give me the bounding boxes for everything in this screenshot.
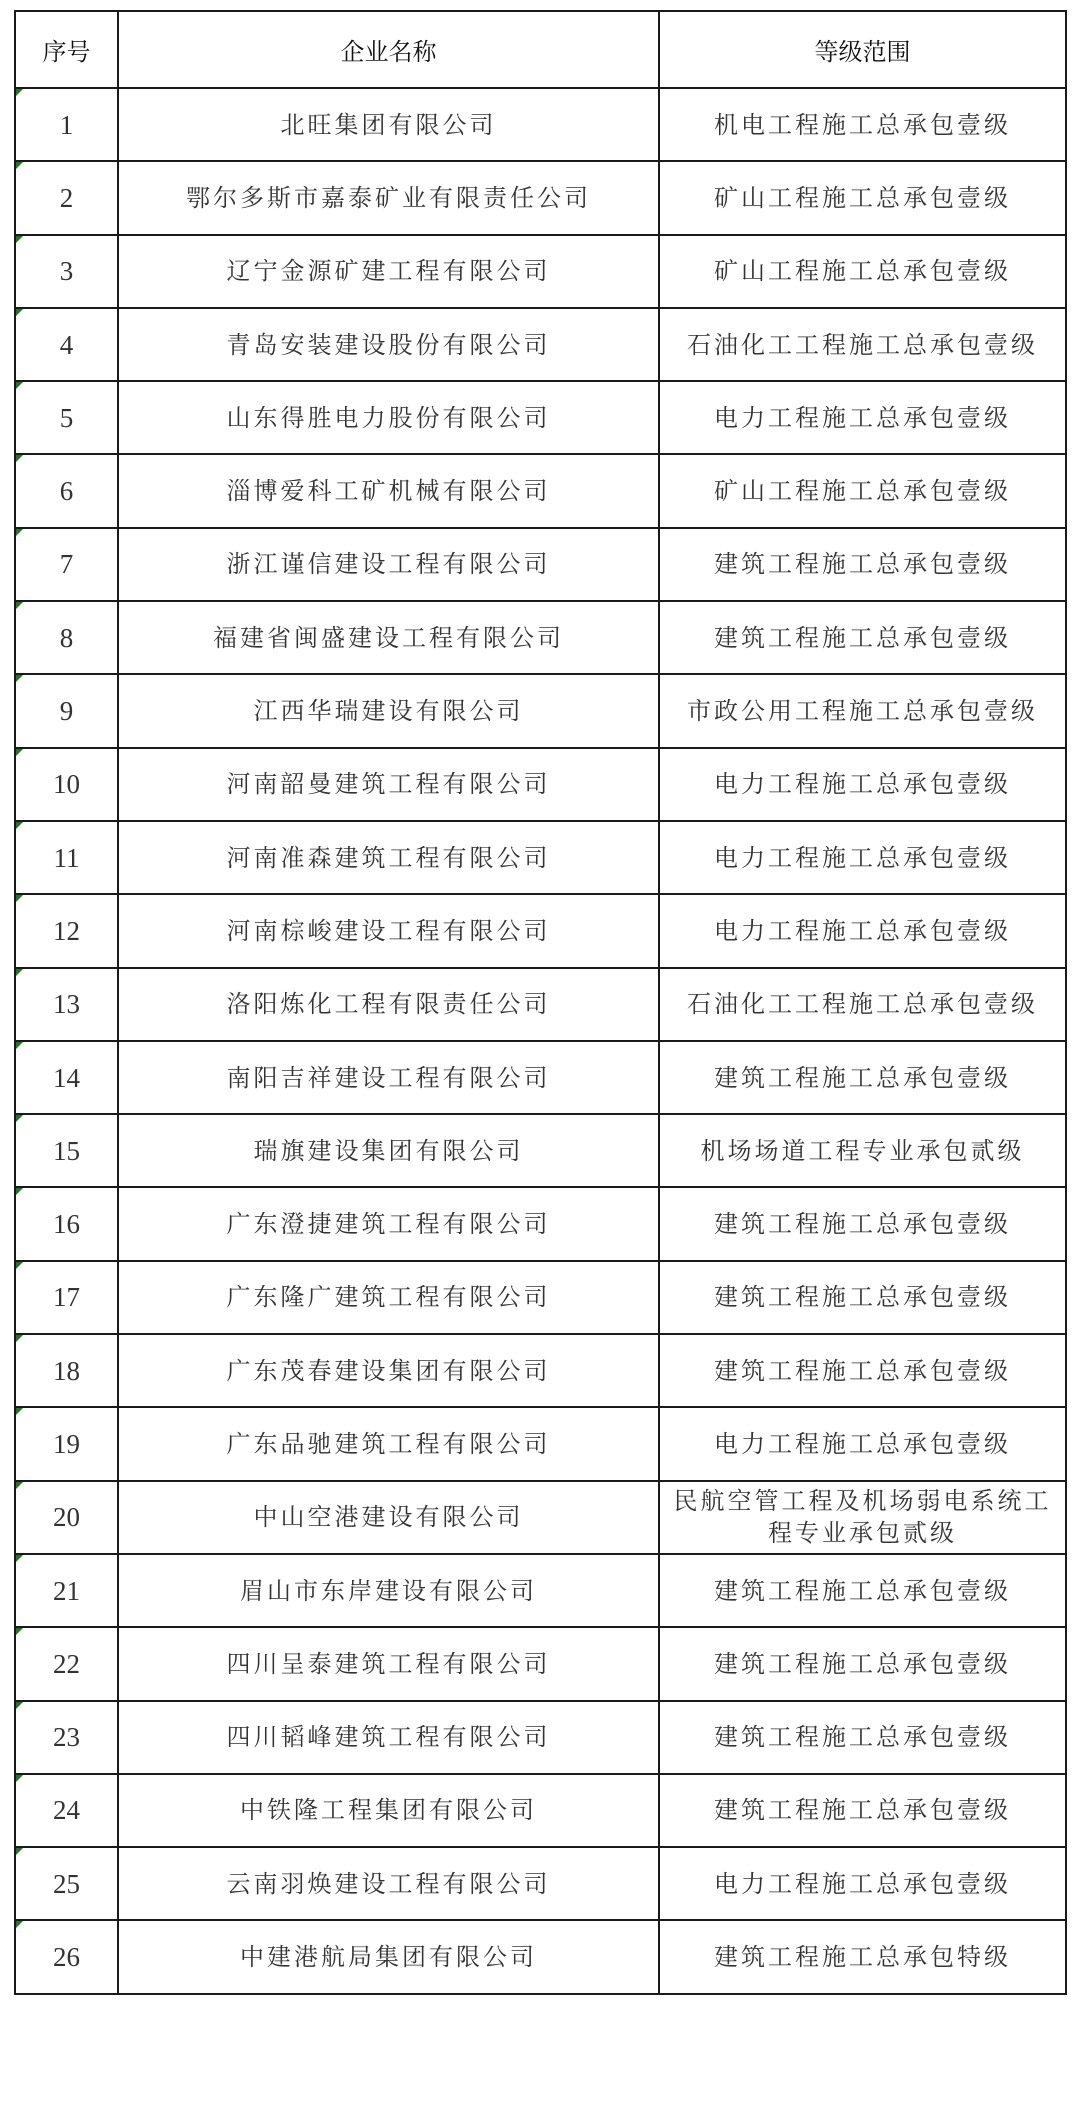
- row-index-cell: [15, 748, 118, 821]
- table-row: [15, 1407, 1066, 1480]
- row-index: 2: [59, 182, 74, 213]
- company-name-cell: 中铁隆工程集团有限公司: [118, 1774, 659, 1847]
- company-name-cell: 河南棕峻建设工程有限公司: [118, 894, 659, 967]
- row-index-cell: [15, 1334, 118, 1407]
- company-name-cell: 云南羽焕建设工程有限公司: [118, 1847, 659, 1920]
- row-index-cell: [15, 1261, 118, 1334]
- row-index: 11: [53, 842, 80, 873]
- grade-scope-cell: 电力工程施工总承包壹级: [659, 381, 1066, 454]
- row-index-cell: [15, 1920, 118, 1993]
- table-row: [15, 1261, 1066, 1334]
- cell-indicator-triangle-icon: [16, 1628, 23, 1635]
- company-name-cell: 洛阳炼化工程有限责任公司: [118, 968, 659, 1041]
- row-index-cell: [15, 454, 118, 527]
- table-row: [15, 1627, 1066, 1700]
- cell-indicator-triangle-icon: [16, 162, 23, 169]
- grade-scope-cell: 民航空管工程及机场弱电系统工程专业承包贰级: [659, 1481, 1066, 1554]
- cell-indicator-triangle-icon: [16, 1115, 23, 1122]
- company-name-cell: 福建省闽盛建设工程有限公司: [118, 601, 659, 674]
- grade-scope-cell: 建筑工程施工总承包壹级: [659, 1627, 1066, 1700]
- cell-indicator-triangle-icon: [16, 529, 23, 536]
- grade-scope-cell: 建筑工程施工总承包壹级: [659, 1187, 1066, 1260]
- row-index: 4: [59, 329, 74, 360]
- cell-indicator-triangle-icon: [16, 822, 23, 829]
- grade-scope-cell: 矿山工程施工总承包壹级: [659, 235, 1066, 308]
- company-name-cell: 中山空港建设有限公司: [118, 1481, 659, 1554]
- qualification-table: [14, 10, 1067, 1995]
- company-name-cell: 广东澄捷建筑工程有限公司: [118, 1187, 659, 1260]
- cell-indicator-triangle-icon: [16, 1408, 23, 1415]
- row-index: 13: [53, 989, 80, 1020]
- row-index-cell: [15, 161, 118, 234]
- cell-indicator-triangle-icon: [16, 1921, 23, 1928]
- row-index: 14: [53, 1062, 80, 1093]
- header-index: 序号: [15, 11, 118, 88]
- row-index: 8: [59, 622, 74, 653]
- table-row: [15, 454, 1066, 527]
- grade-scope-cell: 石油化工工程施工总承包壹级: [659, 968, 1066, 1041]
- row-index-cell: [15, 674, 118, 747]
- grade-scope-cell: 建筑工程施工总承包壹级: [659, 601, 1066, 674]
- row-index: 25: [53, 1868, 80, 1899]
- cell-indicator-triangle-icon: [16, 309, 23, 316]
- grade-scope-cell: 电力工程施工总承包壹级: [659, 1847, 1066, 1920]
- grade-scope-cell: 建筑工程施工总承包特级: [659, 1920, 1066, 1993]
- grade-scope-cell: 市政公用工程施工总承包壹级: [659, 674, 1066, 747]
- company-name-cell: 广东茂春建设集团有限公司: [118, 1334, 659, 1407]
- company-name-cell: 山东得胜电力股份有限公司: [118, 381, 659, 454]
- row-index-cell: [15, 1187, 118, 1260]
- cell-indicator-triangle-icon: [16, 602, 23, 609]
- row-index-cell: [15, 1627, 118, 1700]
- company-name-cell: 北旺集团有限公司: [118, 88, 659, 161]
- row-index: 7: [59, 549, 74, 580]
- row-index-cell: [15, 1481, 118, 1554]
- row-index-cell: [15, 528, 118, 601]
- table-body: [15, 88, 1066, 1994]
- row-index: 6: [59, 476, 74, 507]
- row-index: 10: [53, 769, 80, 800]
- cell-indicator-triangle-icon: [16, 1555, 23, 1562]
- row-index: 19: [53, 1428, 80, 1459]
- company-name-cell: 鄂尔多斯市嘉泰矿业有限责任公司: [118, 161, 659, 234]
- header-grade-scope: 等级范围: [659, 11, 1066, 88]
- table-row: [15, 1041, 1066, 1114]
- row-index: 5: [59, 402, 74, 433]
- row-index-cell: [15, 88, 118, 161]
- grade-scope-cell: 建筑工程施工总承包壹级: [659, 1334, 1066, 1407]
- grade-scope-cell: 矿山工程施工总承包壹级: [659, 161, 1066, 234]
- cell-indicator-triangle-icon: [16, 382, 23, 389]
- table-header-row: [15, 11, 1066, 88]
- table-row: [15, 601, 1066, 674]
- row-index-cell: [15, 894, 118, 967]
- row-index: 3: [59, 256, 74, 287]
- row-index: 17: [53, 1282, 80, 1313]
- grade-scope-cell: 电力工程施工总承包壹级: [659, 821, 1066, 894]
- table-row: [15, 88, 1066, 161]
- cell-indicator-triangle-icon: [16, 749, 23, 756]
- company-name-cell: 河南韶曼建筑工程有限公司: [118, 748, 659, 821]
- row-index: 20: [53, 1502, 80, 1533]
- cell-indicator-triangle-icon: [16, 1042, 23, 1049]
- company-name-cell: 四川韬峰建筑工程有限公司: [118, 1701, 659, 1774]
- grade-scope-cell: 机电工程施工总承包壹级: [659, 88, 1066, 161]
- row-index-cell: [15, 1847, 118, 1920]
- cell-indicator-triangle-icon: [16, 1702, 23, 1709]
- table-row: [15, 1847, 1066, 1920]
- cell-indicator-triangle-icon: [16, 1775, 23, 1782]
- grade-scope-cell: 建筑工程施工总承包壹级: [659, 1041, 1066, 1114]
- row-index-cell: [15, 1041, 118, 1114]
- row-index-cell: [15, 821, 118, 894]
- grade-scope-cell: 石油化工工程施工总承包壹级: [659, 308, 1066, 381]
- cell-indicator-triangle-icon: [16, 1482, 23, 1489]
- row-index-cell: [15, 968, 118, 1041]
- grade-scope-cell: 建筑工程施工总承包壹级: [659, 1554, 1066, 1627]
- row-index: 22: [53, 1648, 80, 1679]
- row-index-cell: [15, 1114, 118, 1187]
- grade-scope-cell: 电力工程施工总承包壹级: [659, 894, 1066, 967]
- grade-scope-cell: 电力工程施工总承包壹级: [659, 1407, 1066, 1480]
- cell-indicator-triangle-icon: [16, 236, 23, 243]
- company-name-cell: 瑞旗建设集团有限公司: [118, 1114, 659, 1187]
- company-name-cell: 广东隆广建筑工程有限公司: [118, 1261, 659, 1334]
- grade-scope-cell: 建筑工程施工总承包壹级: [659, 1774, 1066, 1847]
- row-index-cell: [15, 1701, 118, 1774]
- cell-indicator-triangle-icon: [16, 969, 23, 976]
- grade-scope-cell: 建筑工程施工总承包壹级: [659, 1261, 1066, 1334]
- table-row: [15, 1481, 1066, 1554]
- table-row: [15, 894, 1066, 967]
- table-row: [15, 1334, 1066, 1407]
- qualification-table-sheet: [14, 10, 1065, 1995]
- row-index-cell: [15, 381, 118, 454]
- cell-indicator-triangle-icon: [16, 675, 23, 682]
- row-index: 23: [53, 1722, 80, 1753]
- table-row: [15, 674, 1066, 747]
- row-index: 26: [53, 1942, 80, 1973]
- cell-indicator-triangle-icon: [16, 1188, 23, 1195]
- cell-indicator-triangle-icon: [16, 455, 23, 462]
- table-row: [15, 308, 1066, 381]
- company-name-cell: 眉山市东岸建设有限公司: [118, 1554, 659, 1627]
- row-index: 12: [53, 915, 80, 946]
- row-index: 16: [53, 1209, 80, 1240]
- table-row: [15, 1920, 1066, 1993]
- company-name-cell: 江西华瑞建设有限公司: [118, 674, 659, 747]
- grade-scope-cell: 电力工程施工总承包壹级: [659, 748, 1066, 821]
- grade-scope-cell: 机场场道工程专业承包贰级: [659, 1114, 1066, 1187]
- cell-indicator-triangle-icon: [16, 1848, 23, 1855]
- row-index: 9: [59, 696, 74, 727]
- table-row: [15, 1701, 1066, 1774]
- table-row: [15, 1187, 1066, 1260]
- company-name-cell: 淄博爱科工矿机械有限公司: [118, 454, 659, 527]
- grade-scope-cell: 矿山工程施工总承包壹级: [659, 454, 1066, 527]
- company-name-cell: 中建港航局集团有限公司: [118, 1920, 659, 1993]
- table-row: [15, 968, 1066, 1041]
- table-row: [15, 1774, 1066, 1847]
- company-name-cell: 广东品驰建筑工程有限公司: [118, 1407, 659, 1480]
- table-row: [15, 381, 1066, 454]
- row-index-cell: [15, 235, 118, 308]
- row-index-cell: [15, 1554, 118, 1627]
- row-index: 24: [53, 1795, 80, 1826]
- company-name-cell: 四川呈泰建筑工程有限公司: [118, 1627, 659, 1700]
- header-company-name: 企业名称: [118, 11, 659, 88]
- table-row: [15, 1114, 1066, 1187]
- row-index-cell: [15, 1774, 118, 1847]
- row-index: 21: [53, 1575, 80, 1606]
- cell-indicator-triangle-icon: [16, 89, 23, 96]
- table-row: [15, 235, 1066, 308]
- company-name-cell: 辽宁金源矿建工程有限公司: [118, 235, 659, 308]
- table-row: [15, 528, 1066, 601]
- grade-scope-cell: 建筑工程施工总承包壹级: [659, 528, 1066, 601]
- row-index: 1: [59, 109, 74, 140]
- company-name-cell: 南阳吉祥建设工程有限公司: [118, 1041, 659, 1114]
- row-index-cell: [15, 308, 118, 381]
- cell-indicator-triangle-icon: [16, 1335, 23, 1342]
- table-row: [15, 748, 1066, 821]
- row-index: 18: [53, 1355, 80, 1386]
- table-row: [15, 821, 1066, 894]
- company-name-cell: 青岛安装建设股份有限公司: [118, 308, 659, 381]
- cell-indicator-triangle-icon: [16, 895, 23, 902]
- company-name-cell: 浙江谨信建设工程有限公司: [118, 528, 659, 601]
- row-index-cell: [15, 1407, 118, 1480]
- table-row: [15, 161, 1066, 234]
- company-name-cell: 河南准森建筑工程有限公司: [118, 821, 659, 894]
- grade-scope-cell: 建筑工程施工总承包壹级: [659, 1701, 1066, 1774]
- cell-indicator-triangle-icon: [16, 1262, 23, 1269]
- row-index: 15: [53, 1135, 80, 1166]
- table-row: [15, 1554, 1066, 1627]
- row-index-cell: [15, 601, 118, 674]
